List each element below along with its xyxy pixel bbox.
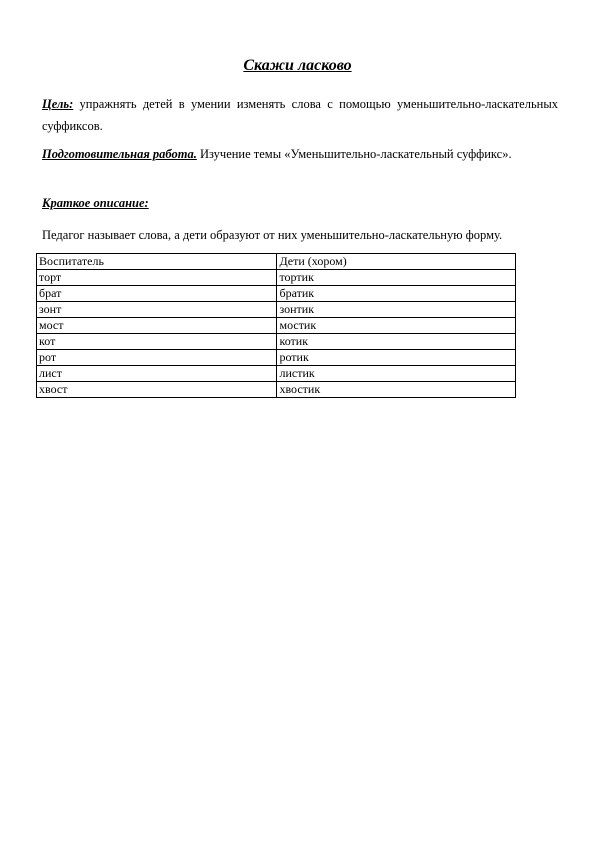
table-cell-teacher-word: брат (37, 286, 277, 302)
table-cell-children-word: братик (277, 286, 516, 302)
table-row (37, 270, 516, 286)
table-row (37, 366, 516, 382)
intro-paragraph: Педагог называет слова, а дети образуют от них уменьшительно-ласкательную форму. (42, 228, 503, 242)
table-cell-children-word: котик (277, 334, 516, 350)
goal-label: Цель: (42, 97, 74, 111)
table-cell-teacher-word: хвост (37, 382, 277, 398)
word-table (36, 253, 516, 398)
table-cell-teacher-word: лист (37, 366, 277, 382)
goal-paragraph (42, 93, 558, 137)
table-row (37, 334, 516, 350)
table-row (37, 286, 516, 302)
table-row (37, 382, 516, 398)
goal-text: упражнять детей в умении изменять слова с помощью уменьшительно-ласкательных суффиксов. (42, 97, 558, 133)
table-header-teacher: Воспитатель (37, 254, 277, 270)
table-cell-teacher-word: рот (37, 350, 277, 366)
table-cell-teacher-word: кот (37, 334, 277, 350)
table-row (37, 302, 516, 318)
table-cell-children-word: листик (277, 366, 516, 382)
table-cell-children-word: зонтик (277, 302, 516, 318)
preparation-paragraph (42, 143, 558, 165)
preparation-text: Изучение темы «Уменьшительно-ласкательный суффикс». (196, 147, 512, 161)
page-title: Скажи ласково (243, 57, 352, 74)
table-cell-teacher-word: мост (37, 318, 277, 334)
table-cell-teacher-word: торт (37, 270, 277, 286)
table-cell-children-word: тортик (277, 270, 516, 286)
table-cell-children-word: ротик (277, 350, 516, 366)
table-header-row (37, 254, 516, 270)
table-row (37, 318, 516, 334)
table-header-children: Дети (хором) (277, 254, 516, 270)
table-cell-children-word: мостик (277, 318, 516, 334)
preparation-label: Подготовительная работа. (42, 147, 197, 161)
brief-description-label: Краткое описание: (42, 196, 149, 210)
table-row (37, 350, 516, 366)
table-cell-children-word: хвостик (277, 382, 516, 398)
brief-description-paragraph (42, 192, 558, 214)
table-cell-teacher-word: зонт (37, 302, 277, 318)
